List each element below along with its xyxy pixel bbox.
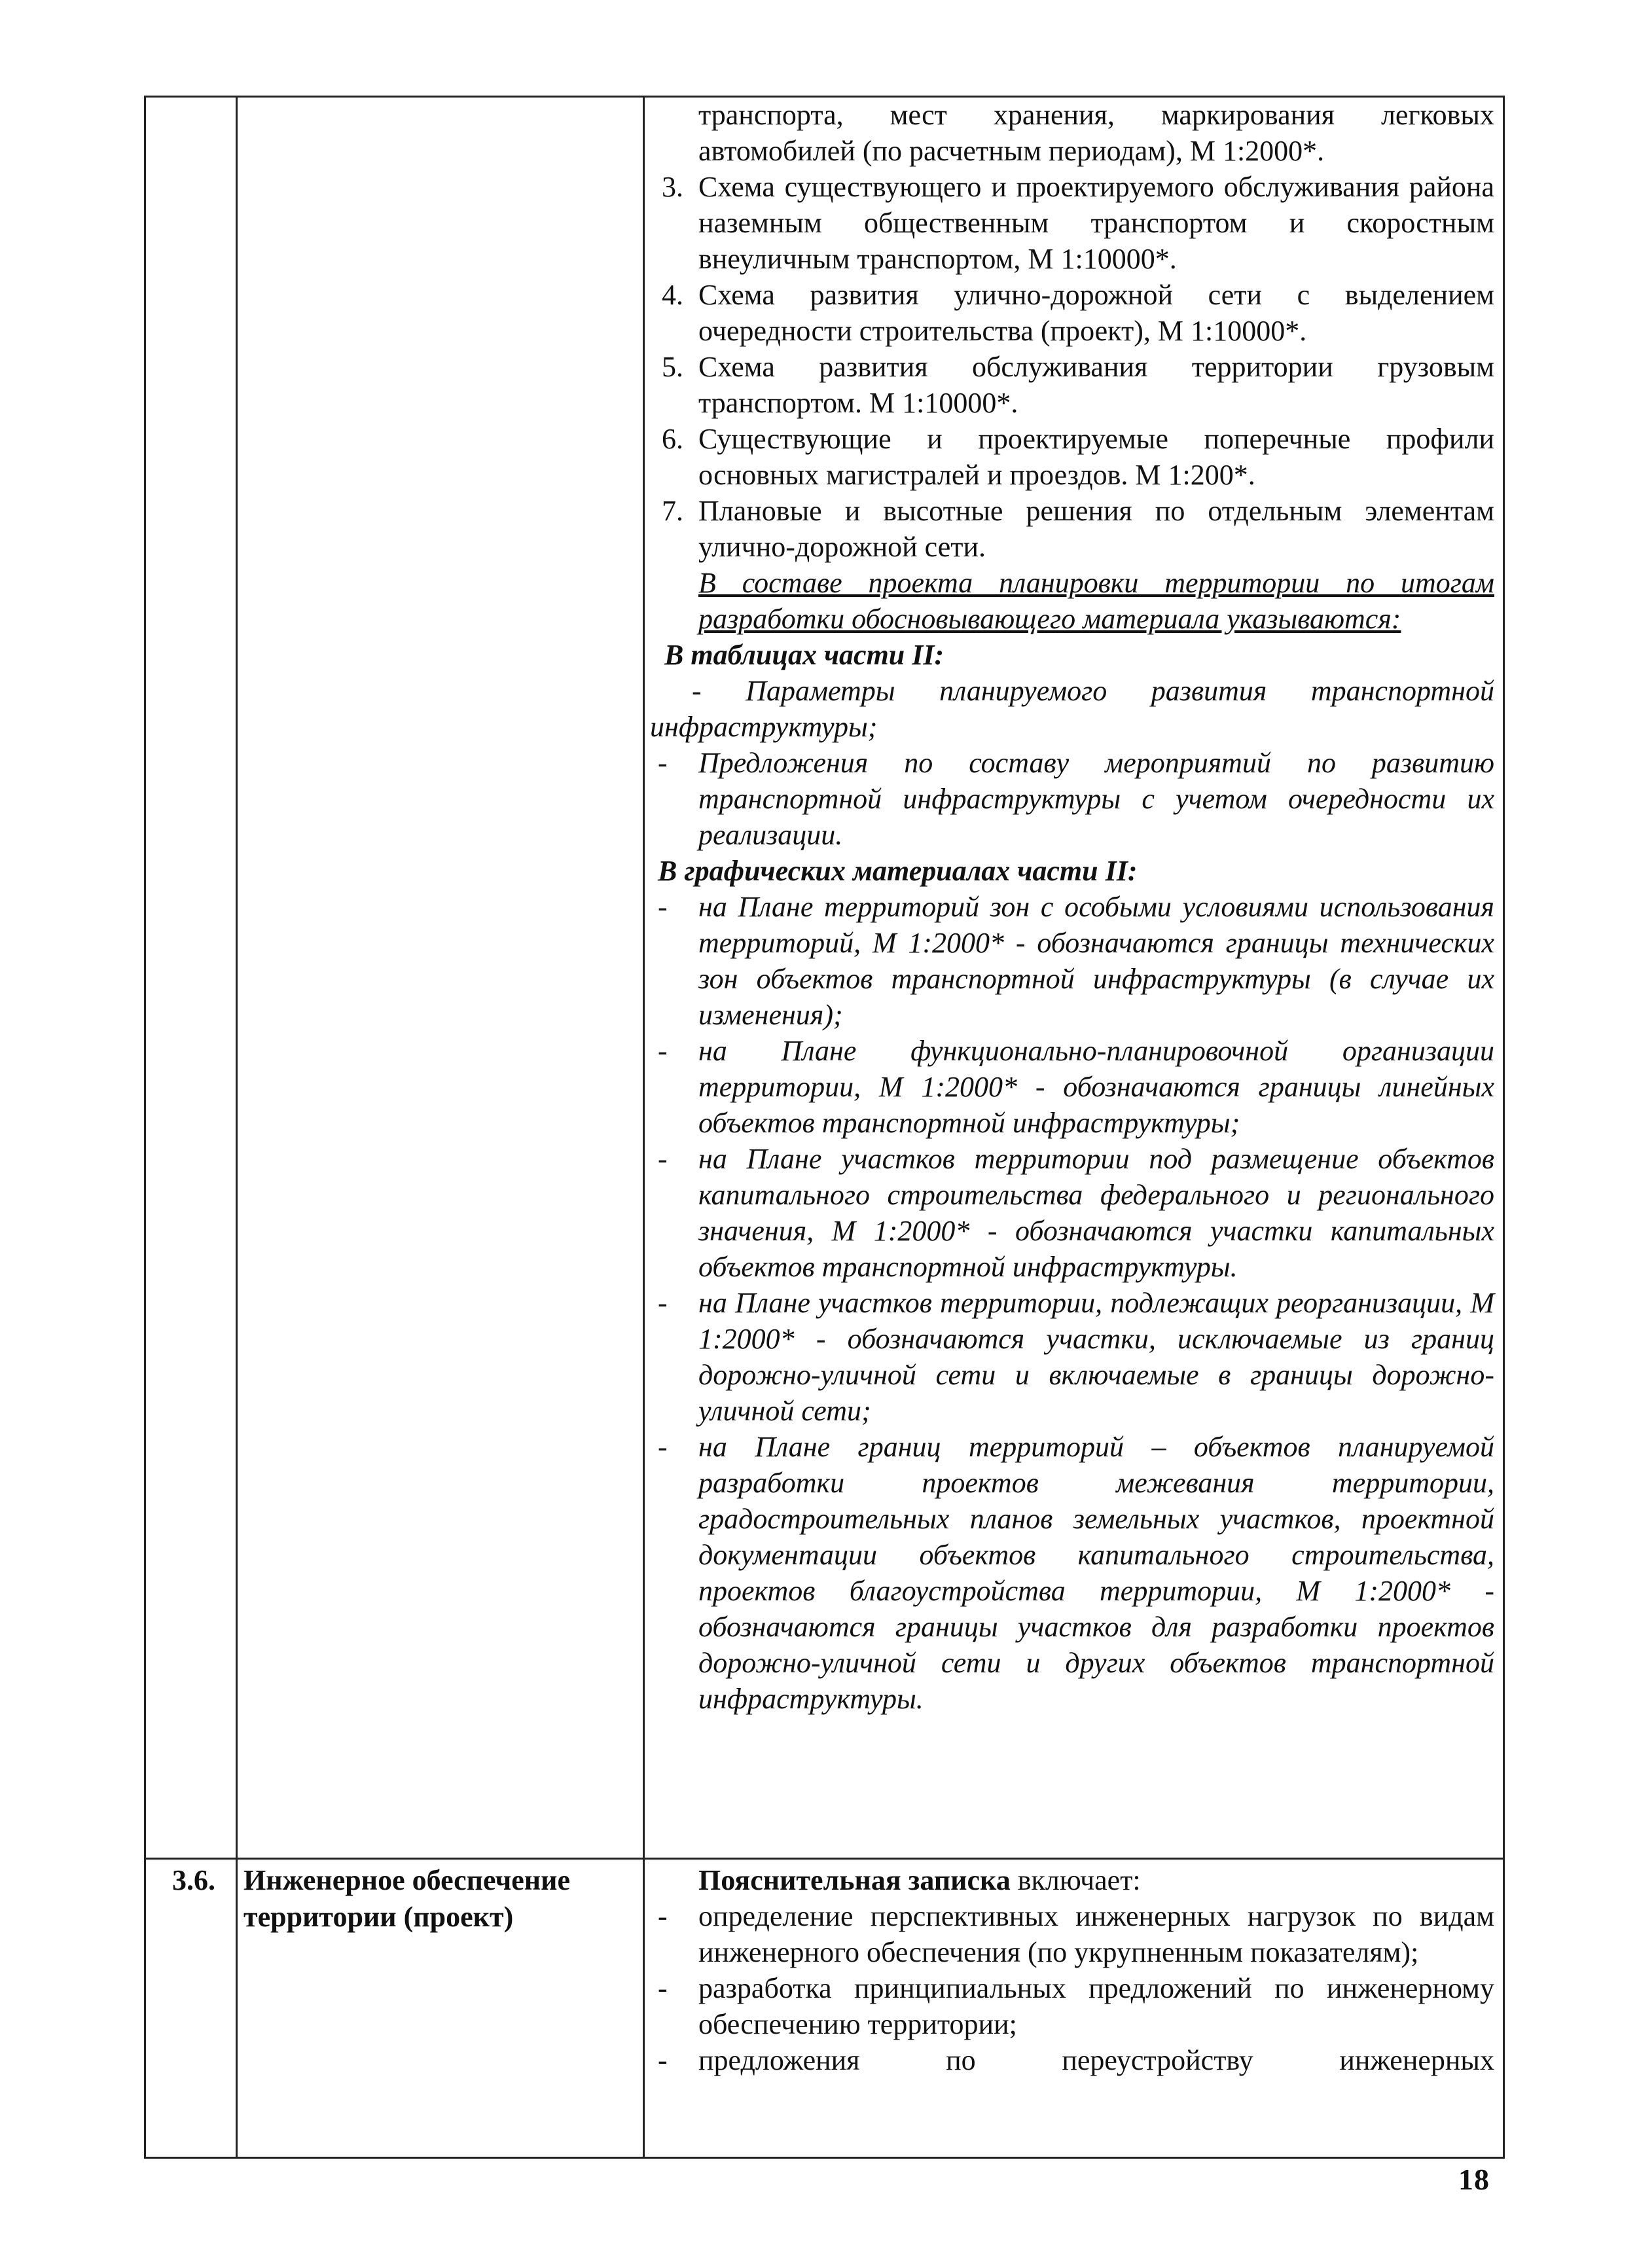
content-cell-transport [650,97,1494,1717]
numbered-item-4: 4. Схема развития улично-дорожной сети с выделением очередности строительства (проект), М 1:10000*. [662,279,1494,347]
graphics-item-4: - на Плане участков территории, подлежащих реорганизации, М 1:2000* - обозначаются участки, исключаемые из границ дорожно-уличной сети и включаемые в границы дорожно-уличной сети; [658,1287,1494,1427]
graphics-item-2: - на Плане функционально-планировочной организации территории, М 1:2000* - обозначаются границы линейных объектов транспортной инфраструктуры; [658,1035,1494,1139]
table-border-right [1503,96,1505,2159]
engineering-item-2: - разработка принципиальных предложений по инженерному обеспечению территории; [658,1972,1494,2040]
section-number: 3.6. [172,1864,215,1896]
engineering-item-1: - определение перспективных инженерных нагрузок по видам инженерного обеспечения (по укрупненным показателям); [658,1900,1494,1968]
explanatory-note-label: Пояснительная записка [698,1864,1011,1896]
numbered-item-7: 7. Плановые и высотные решения по отдельным элементам улично-дорожной сети. [662,495,1494,563]
table-border-left [144,96,146,2159]
numbered-item-6: 6. Существующие и проектируемые поперечные профили основных магистралей и проездов. М 1:200*. [662,423,1494,491]
graphics-heading: В графических материалах части II: [658,855,1138,887]
section-title-cell [243,1862,636,1935]
graphics-item-5: - на Плане границ территорий – объектов планируемой разработки проектов межевания территории, градостроительных планов земельных участков, проектной документации объектов капитального строительства, проектов благоустройства территории, М 1:2000* - обозначаются границы участков для разработки проектов дорожно-уличной сети и других объектов транспортной инфраструктуры. [658,1431,1494,1715]
continuation-line-2: автомобилей (по расчетным периодам), М 1:2000*. [698,135,1325,167]
section-title: Инженерное обеспечение территории (проект) [243,1864,571,1933]
numbered-item-3: 3. Схема существующего и проектируемого обслуживания района наземным общественным транспортом и скоростным внеуличным транспортом, М 1:10000*. [662,171,1494,275]
tables-item-2: - Предложения по составу мероприятий по развитию транспортной инфраструктуры с учетом очередности их реализации. [658,747,1494,851]
table-border-bottom [144,2157,1505,2159]
table-border-col2 [643,96,645,2159]
graphics-item-1: - на Плане территорий зон с особыми условиями использования территорий, М 1:2000* - обозначаются границы технических зон объектов транспортной инфраструктуры (в случае их изменения); [658,891,1494,1031]
explanatory-note-intro [650,1862,1494,1898]
graphics-item-3: - на Плане участков территории под размещение объектов капитального строительства федерального и регионального значения, М 1:2000* - обозначаются участки капитальных объектов транспортной инфраструктуры. [658,1143,1494,1283]
table-border-col1 [236,96,238,2159]
content-cell-engineering [650,1862,1494,2078]
underlined-heading: В составе проекта планировки территории по итогам разработки обосновывающего материала указываются: [698,567,1494,635]
tables-item-1: - Параметры планируемого развития транспортной инфраструктуры; [650,675,1494,743]
numbered-item-5: 5. Схема развития обслуживания территории грузовым транспортом. М 1:10000*. [662,351,1494,419]
page-number: 18 [1458,2163,1490,2196]
explanatory-note-rest: включает: [1010,1864,1141,1896]
engineering-item-3: - предложения по переустройству инженерных [658,2044,1494,2076]
tables-heading: В таблицах части II: [664,639,944,671]
section-number-cell [152,1862,236,1898]
continuation-line-1: транспорта, мест хранения, маркирования легковых [698,99,1494,131]
continuation-block [650,97,1494,169]
table-row-divider [144,1858,1505,1860]
